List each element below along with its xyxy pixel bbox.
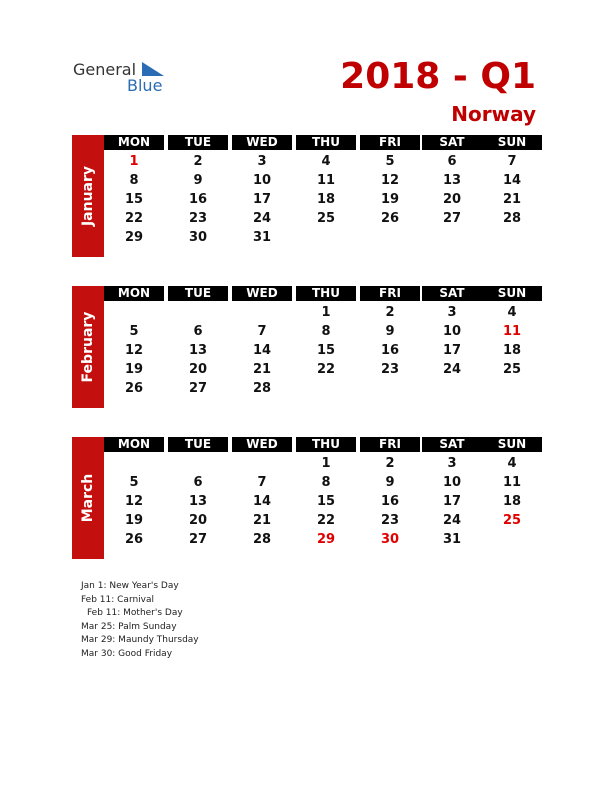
month-tab <box>72 437 104 559</box>
day-cell: 9 <box>193 173 203 188</box>
day-cell: 24 <box>252 211 272 226</box>
day-cell: 10 <box>442 324 462 339</box>
logo-text-general: General <box>73 60 137 79</box>
day-cell: 27 <box>442 211 462 226</box>
month-tab <box>72 135 104 257</box>
day-cell: 10 <box>442 475 462 490</box>
day-cell: 28 <box>502 211 522 226</box>
day-cell: 21 <box>252 362 272 377</box>
day-cell: 19 <box>124 513 144 528</box>
day-cell: 5 <box>129 475 139 490</box>
day-cell: 22 <box>316 513 336 528</box>
day-cell: 25 <box>316 211 336 226</box>
day-cell: 20 <box>442 192 462 207</box>
day-cell: 20 <box>188 513 208 528</box>
day-cell: 29 <box>124 230 144 245</box>
country-label: Norway <box>451 102 536 126</box>
day-cell: 23 <box>380 362 400 377</box>
weekday-header-thu: THU <box>296 135 356 150</box>
weekday-header-fri: FRI <box>360 135 420 150</box>
holiday-day-cell: 30 <box>380 532 400 547</box>
holiday-day-cell: 11 <box>502 324 522 339</box>
holiday-day-cell: 1 <box>129 154 139 169</box>
holiday-note: Feb 11: Mother's Day <box>87 608 183 618</box>
day-cell: 7 <box>257 324 267 339</box>
brand-logo <box>73 60 173 100</box>
weekday-header-sun: SUN <box>482 286 542 301</box>
day-cell: 26 <box>380 211 400 226</box>
month-tab <box>72 286 104 408</box>
day-cell: 19 <box>380 192 400 207</box>
holiday-notes <box>81 580 199 661</box>
month-block-january <box>72 135 542 257</box>
day-cell: 1 <box>321 456 331 471</box>
holiday-note: Mar 30: Good Friday <box>81 648 173 659</box>
weekday-header-fri: FRI <box>360 437 420 452</box>
day-cell: 10 <box>252 173 272 188</box>
logo-text-blue: Blue <box>127 76 163 95</box>
day-cell: 26 <box>124 532 144 547</box>
weekday-header-fri: FRI <box>360 286 420 301</box>
day-cell: 23 <box>380 513 400 528</box>
holiday-note: Mar 29: Maundy Thursday <box>81 635 199 645</box>
day-cell: 23 <box>188 211 208 226</box>
day-cell: 7 <box>257 475 267 490</box>
day-cell: 28 <box>252 532 272 547</box>
weekday-header-mon: MON <box>104 437 164 452</box>
day-cell: 15 <box>124 192 144 207</box>
weekday-header-wed: WED <box>232 135 292 150</box>
day-cell: 24 <box>442 513 462 528</box>
weekday-header-sun: SUN <box>482 135 542 150</box>
day-cell: 8 <box>129 173 139 188</box>
holiday-day-cell: 29 <box>316 532 336 547</box>
page-title: 2018 - Q1 <box>340 56 536 97</box>
day-cell: 17 <box>442 494 462 509</box>
day-cell: 27 <box>188 532 208 547</box>
day-cell: 21 <box>502 192 522 207</box>
day-cell: 18 <box>502 343 522 358</box>
day-cell: 6 <box>447 154 457 169</box>
day-cell: 2 <box>385 456 395 471</box>
day-cell: 24 <box>442 362 462 377</box>
day-cell: 27 <box>188 381 208 396</box>
day-cell: 17 <box>252 192 272 207</box>
day-cell: 2 <box>385 305 395 320</box>
day-cell: 12 <box>380 173 400 188</box>
day-cell: 13 <box>188 343 208 358</box>
day-cell: 17 <box>442 343 462 358</box>
month-block-february <box>72 286 542 408</box>
day-cell: 8 <box>321 324 331 339</box>
day-cell: 31 <box>252 230 272 245</box>
month-name: March <box>80 473 96 523</box>
day-cell: 18 <box>502 494 522 509</box>
day-cell: 15 <box>316 494 336 509</box>
weekday-header-mon: MON <box>104 286 164 301</box>
weekday-header-thu: THU <box>296 437 356 452</box>
day-cell: 14 <box>252 343 272 358</box>
day-cell: 16 <box>188 192 208 207</box>
holiday-day-cell: 25 <box>502 513 522 528</box>
day-cell: 3 <box>447 305 457 320</box>
day-cell: 1 <box>321 305 331 320</box>
day-cell: 18 <box>316 192 336 207</box>
day-cell: 22 <box>124 211 144 226</box>
day-cell: 6 <box>193 324 203 339</box>
day-cell: 4 <box>507 456 517 471</box>
day-cell: 4 <box>507 305 517 320</box>
holiday-note: Feb 11: Carnival <box>81 594 155 605</box>
day-cell: 6 <box>193 475 203 490</box>
day-cell: 19 <box>124 362 144 377</box>
day-cell: 22 <box>316 362 336 377</box>
day-cell: 9 <box>385 475 395 490</box>
day-cell: 9 <box>385 324 395 339</box>
day-cell: 21 <box>252 513 272 528</box>
month-block-march <box>72 437 542 559</box>
holiday-note: Mar 25: Palm Sunday <box>81 621 177 632</box>
weekday-header-thu: THU <box>296 286 356 301</box>
month-name: January <box>80 165 96 227</box>
day-cell: 14 <box>502 173 522 188</box>
weekday-header-tue: TUE <box>168 437 228 452</box>
day-cell: 13 <box>188 494 208 509</box>
weekday-header-mon: MON <box>104 135 164 150</box>
day-cell: 14 <box>252 494 272 509</box>
weekday-header-wed: WED <box>232 437 292 452</box>
day-cell: 12 <box>124 494 144 509</box>
day-cell: 7 <box>507 154 517 169</box>
weekday-header-sat: SAT <box>422 286 482 301</box>
weekday-header-wed: WED <box>232 286 292 301</box>
day-cell: 25 <box>502 362 522 377</box>
weekday-header-sat: SAT <box>422 437 482 452</box>
day-cell: 13 <box>442 173 462 188</box>
day-cell: 3 <box>447 456 457 471</box>
day-cell: 16 <box>380 343 400 358</box>
weekday-header-tue: TUE <box>168 286 228 301</box>
weekday-header-sun: SUN <box>482 437 542 452</box>
day-cell: 4 <box>321 154 331 169</box>
day-cell: 2 <box>193 154 203 169</box>
day-cell: 20 <box>188 362 208 377</box>
day-cell: 15 <box>316 343 336 358</box>
day-cell: 31 <box>442 532 462 547</box>
day-cell: 3 <box>257 154 267 169</box>
day-cell: 30 <box>188 230 208 245</box>
day-cell: 5 <box>385 154 395 169</box>
day-cell: 26 <box>124 381 144 396</box>
weekday-header-tue: TUE <box>168 135 228 150</box>
day-cell: 11 <box>316 173 336 188</box>
day-cell: 8 <box>321 475 331 490</box>
day-cell: 5 <box>129 324 139 339</box>
day-cell: 16 <box>380 494 400 509</box>
day-cell: 28 <box>252 381 272 396</box>
logo-triangle-icon <box>142 62 164 76</box>
day-cell: 11 <box>502 475 522 490</box>
holiday-note: Jan 1: New Year's Day <box>81 581 179 591</box>
month-name: February <box>80 311 96 383</box>
weekday-header-sat: SAT <box>422 135 482 150</box>
day-cell: 12 <box>124 343 144 358</box>
